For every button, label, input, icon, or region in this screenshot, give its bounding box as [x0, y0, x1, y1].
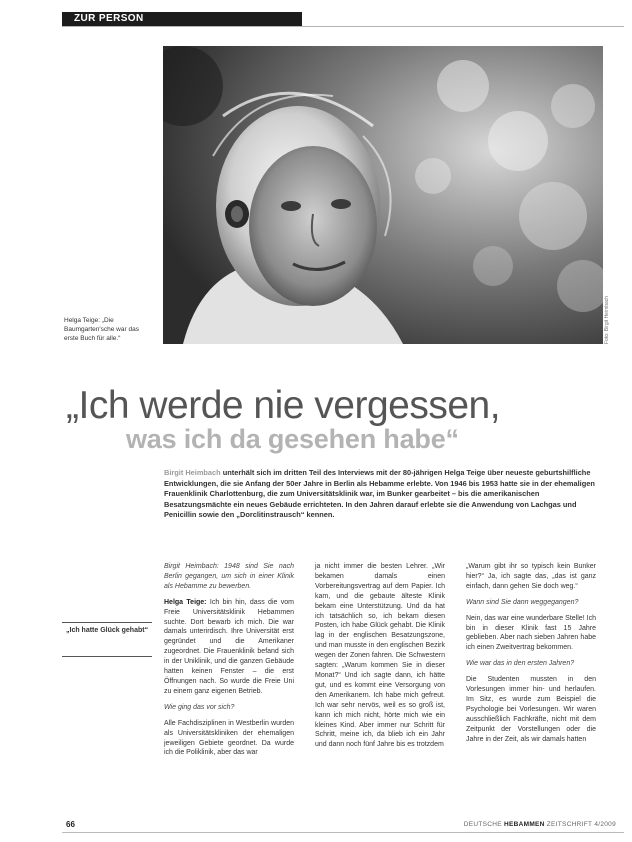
interview-question: Birgit Heimbach: 1948 sind Sie nach Berlin gegangen, um sich in einer Klinik als Hebamme zu bewerben. [164, 563, 294, 590]
magazine-footer [464, 821, 616, 828]
pull-quote: „Ich hatte Glück gehabt“ [66, 627, 149, 634]
magazine-name-prefix: DEUTSCHE [463, 821, 504, 828]
interview-answer: Alle Fachdisziplinen in Westberlin wurden als Universitätskliniken der ehemaligen jeweiligen Gebiete geordnet. Da wurde ich die Poliklinik, aber das war [164, 719, 294, 757]
intro-paragraph [164, 468, 604, 521]
portrait-photo [163, 46, 603, 344]
interview-answer: Die Studenten mussten in den Vorlesungen immer hin- und herlaufen. Im Sitz, es wurde zum Beispiel die Psychologie bei Vorlesungen. Wir waren ausschließlich Fachkräfte, nicht mit dem Zeitpunkt der Vorstellungen oder die Jahre in der Zeit, als wir damals hatten [466, 676, 596, 743]
page-number: 66 [66, 820, 75, 829]
interview-answer: ja nicht immer die besten Lehrer. „Wir bekamen damals einen Vorbereitungsvertrag auf dem Papier. Ich kam, und die gebaute älteste Klinik bekam eine Unterstützung. Und da hat ich tatsächlich so, ich bekam diesen Posten, ich habe Glück gehabt. Die Klinik lag in der englischen Besatzungszone, und man musste in den englischen Bezirk wegen der Zonen fahren. Die Schwestern sagten: „Warum kommen Sie in dieser Monat?“ Und ich sagte dann, ich hätte gut, und es kommt eine Versorgung von den Amerikanern. Ich habe mich gefreut. Ich war sehr nervös, weil es so groß ist, kann ich mich nicht, hörte mich wie ein kleines Kind. Aber immer nur Schritt für Schritt, meine ich, da blieb ich ein Jahr und dann noch fünf Jahre bis es trotzdem [315, 563, 445, 749]
pull-quote-rule-top [62, 622, 152, 623]
photo-credit [604, 282, 614, 344]
interview-answer: „Warum gibt ihr so typisch kein Bunker hier?“ Ja, ich sagte das, „das ist ganz einfach, dann gehen Sie doch weg.“ [466, 563, 596, 590]
photo-caption: Helga Teige: „Die Baumgarten'sche war das erste Buch für alle.“ [64, 317, 139, 342]
interview-answer [164, 598, 294, 697]
interview-question: Wann sind Sie dann weggegangen? [466, 598, 579, 606]
pull-quote-rule-bottom [62, 656, 152, 657]
interview-answer: Nein, das war eine wunderbare Stelle! Ich bin in dieser Klinik fast 15 Jahre geblieben. Aber nach sieben Jahren habe ich einen Zweitvertrag bekommen. [466, 614, 596, 652]
section-header-label: ZUR PERSON [74, 13, 144, 24]
article-column-3 [466, 562, 596, 751]
magazine-name-bold: HEBAMMEN [503, 821, 545, 828]
intro-author: Birgit Heimbach [164, 468, 221, 477]
article-column-1 [164, 562, 294, 764]
photo-credit-text: Foto: Birgit Heimbach [604, 295, 610, 344]
footer-divider [62, 832, 624, 833]
portrait-photo-illustration [163, 46, 603, 344]
intro-text: unterhält sich im dritten Teil des Interviews mit der 80-jährigen Helga Teige über neueste geburtshilfliche Entwicklungen, die sie Anfang der 50er Jahre in Berlin als Hebamme erlebte. Von 1946 bis 1953 hatte sie in der ehemaligen Frauenklinik Charlottenburg, die zum Universitätsklinik war, im Bunker gearbeitet – bis die amerikanischen Besatzungsmächte ein neues Gebäude errichteten. In den Jahren darauf erlebte sie die Anwendung von Lachgas und Penicillin sowie den „Dorclitinstrausch“ kennen. [164, 468, 595, 520]
interview-question: Wie ging das vor sich? [164, 703, 235, 711]
magazine-issue: ZEITSCHRIFT 4/2009 [544, 821, 616, 828]
interview-question: Wie war das in den ersten Jahren? [466, 660, 575, 668]
headline-line-2: was ich da gesehen habe“ [126, 424, 459, 454]
header-divider [62, 26, 624, 27]
answer-text: Ich bin hin, dass die vom Freie Universitätsklinik Hebammen suchte. Dort bewarb ich mich. Die war damals unterirdisch. Ihre Universität erst gegründet und die Amerikaner zugeordnet. Die Frauenklinik befand sich in der Uniklinik, und die ganzen Gebäude hatten keinen Fenster – die erst Öffnungen nach. So wurde die Freie Uni zu einem ganz eigenen Betrieb. [164, 598, 294, 695]
article-column-2 [315, 562, 445, 756]
headline-line-1: „Ich werde nie vergessen, [66, 384, 501, 427]
speaker-name: Helga Teige: [164, 598, 207, 606]
